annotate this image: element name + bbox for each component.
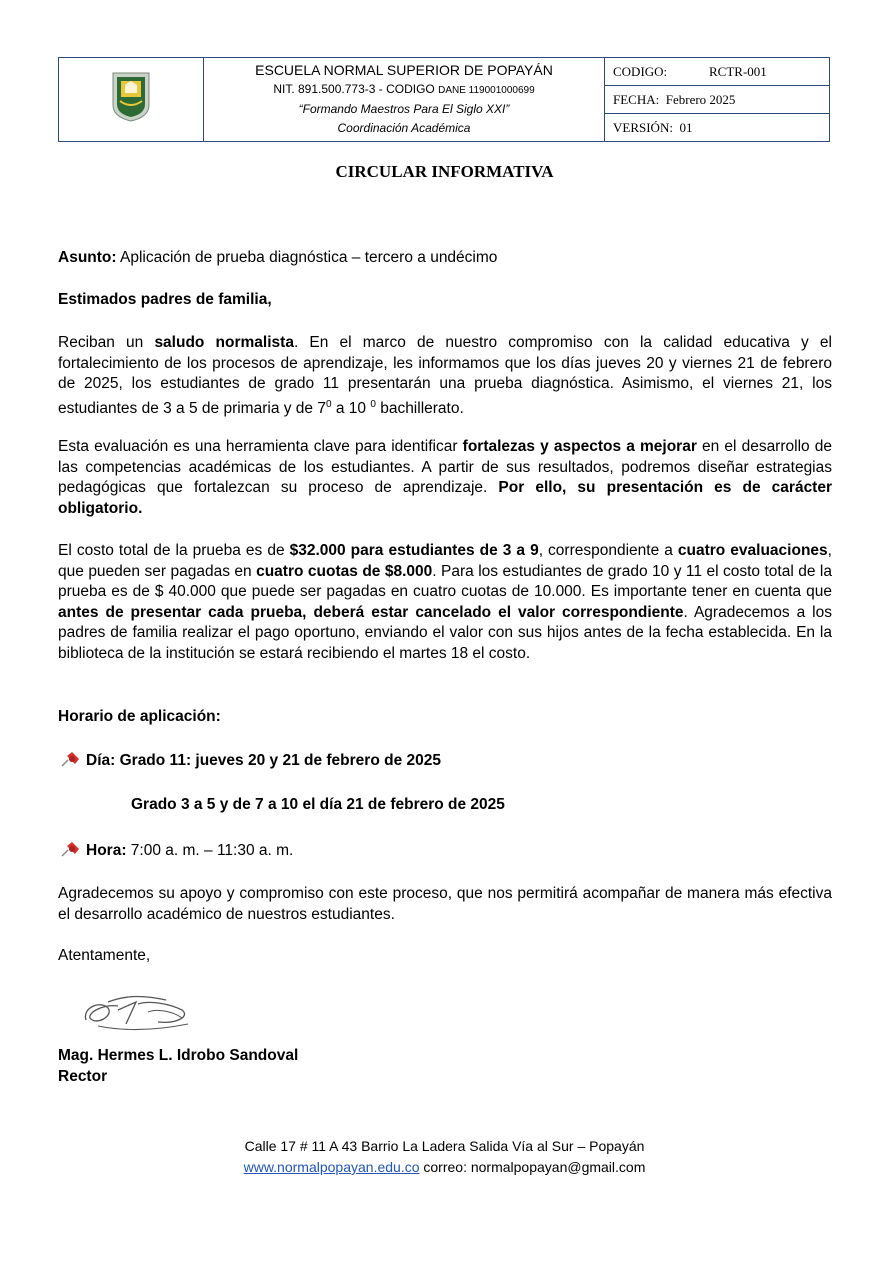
fecha-value: Febrero 2025	[665, 91, 736, 107]
school-department: Coordinación Académica	[337, 121, 471, 135]
fecha-label: FECHA:	[613, 91, 660, 107]
schedule-heading: Horario de aplicación:	[58, 708, 221, 725]
signer-name: Mag. Hermes L. Idrobo Sandoval	[58, 1047, 299, 1064]
fecha-cell	[605, 86, 830, 114]
paragraph-cost: El costo total de la prueba es de $32.000 para estudiantes de 3 a 9, correspondiente a cuatro evaluaciones, que pueden ser pagadas en cuatro cuotas de $8.000. Para los estudiantes de grado 10 y 11 el costo total de la prueba es de $ 40.000 que puede ser pagadas en cuatro cuotas de 10.000. Es importante tener en cuenta que antes de presentar cada prueba, deberá estar cancelado el valor correspondiente. Agradecemos a los padres de familia realizar el pago oportuno, enviando el valor con sus hijos antes de la fecha establecida. En la biblioteca de la institución se estará recibiendo el martes 18 el costo.	[58, 542, 832, 662]
handwritten-signature	[78, 990, 198, 1038]
signer-role: Rector	[58, 1068, 108, 1085]
website-link[interactable]: www.normalpopayan.edu.co	[243, 1159, 420, 1175]
codigo-label: CODIGO:	[613, 63, 668, 79]
paragraph-intro: Reciban un saludo normalista. En el marco de nuestro compromiso con la calidad educativa y el fortalecimiento de los procesos de aprendizaje, les informamos que los días jueves 20 y viernes 21 de febrero de 2025, los estudiantes de grado 11 presentarán una prueba diagnóstica. Asimismo, el viernes 21, los estudiantes de 3 a 5 de primaria y de $7^0$ a 10 $^0$ bachillerato.	[58, 334, 832, 417]
school-crest-logo	[111, 71, 151, 123]
codigo-value: RCTR-001	[709, 63, 767, 79]
school-motto: “Formando Maestros Para El Siglo XXI”	[298, 102, 510, 116]
schedule-day-line-2: Grado 3 a 5 y de 7 a 10 el día 21 de febrero de 2025	[131, 796, 505, 813]
paragraph-evaluation: Esta evaluación es una herramienta clave para identificar fortalezas y aspectos a mejorar en el desarrollo de las competencias académicas de los estudiantes. A partir de sus resultados, podremos diseñar estrategias pedagógicas que fortalezcan su proceso de aprendizaje. Por ello, su presentación es de carácter obligatorio.	[58, 438, 833, 517]
version-value: 01	[679, 119, 693, 135]
school-info	[204, 58, 605, 142]
closing-paragraph: Agradecemos su apoyo y compromiso con este proceso, que nos permitirá acompañar de manera más efectiva el desarrollo académico de nuestros estudiantes.	[58, 885, 832, 923]
footer-contact	[0, 1157, 889, 1178]
pushpin-icon	[60, 841, 80, 857]
asunto-label: Asunto:	[58, 249, 117, 266]
codigo-cell	[605, 58, 830, 86]
greeting: Estimados padres de familia,	[58, 291, 272, 308]
day-grade-11: Grado 11: jueves 20 y 21 de febrero de 2025	[115, 752, 441, 769]
dane-code: DANE 119001000699	[438, 85, 535, 96]
schedule-hour-line	[60, 841, 834, 862]
hour-label: Hora:	[86, 842, 127, 859]
document-header	[58, 57, 830, 142]
document-title: CIRCULAR INFORMATIVA	[335, 162, 554, 181]
version-cell	[605, 114, 830, 142]
footer-email: correo: normalpopayan@gmail.com	[419, 1159, 646, 1175]
footer-address: Calle 17 # 11 A 43 Barrio La Ladera Salida Vía al Sur – Popayán	[244, 1138, 645, 1154]
schedule-day-line	[60, 751, 834, 772]
hour-value: 7:00 a. m. – 11:30 a. m.	[126, 842, 294, 859]
farewell: Atentamente,	[58, 947, 151, 964]
asunto-text: Aplicación de prueba diagnóstica – tercero a undécimo	[116, 249, 498, 266]
school-name: ESCUELA NORMAL SUPERIOR DE POPAYÁN	[255, 62, 553, 78]
version-label: VERSIÓN:	[613, 119, 673, 135]
logo-cell	[59, 58, 204, 142]
pushpin-icon	[60, 751, 80, 767]
asunto-line	[58, 248, 832, 269]
day-label: Día:	[86, 752, 116, 769]
school-nit: NIT. 891.500.773-3 - CODIGO DANE 119001000699	[273, 82, 535, 96]
